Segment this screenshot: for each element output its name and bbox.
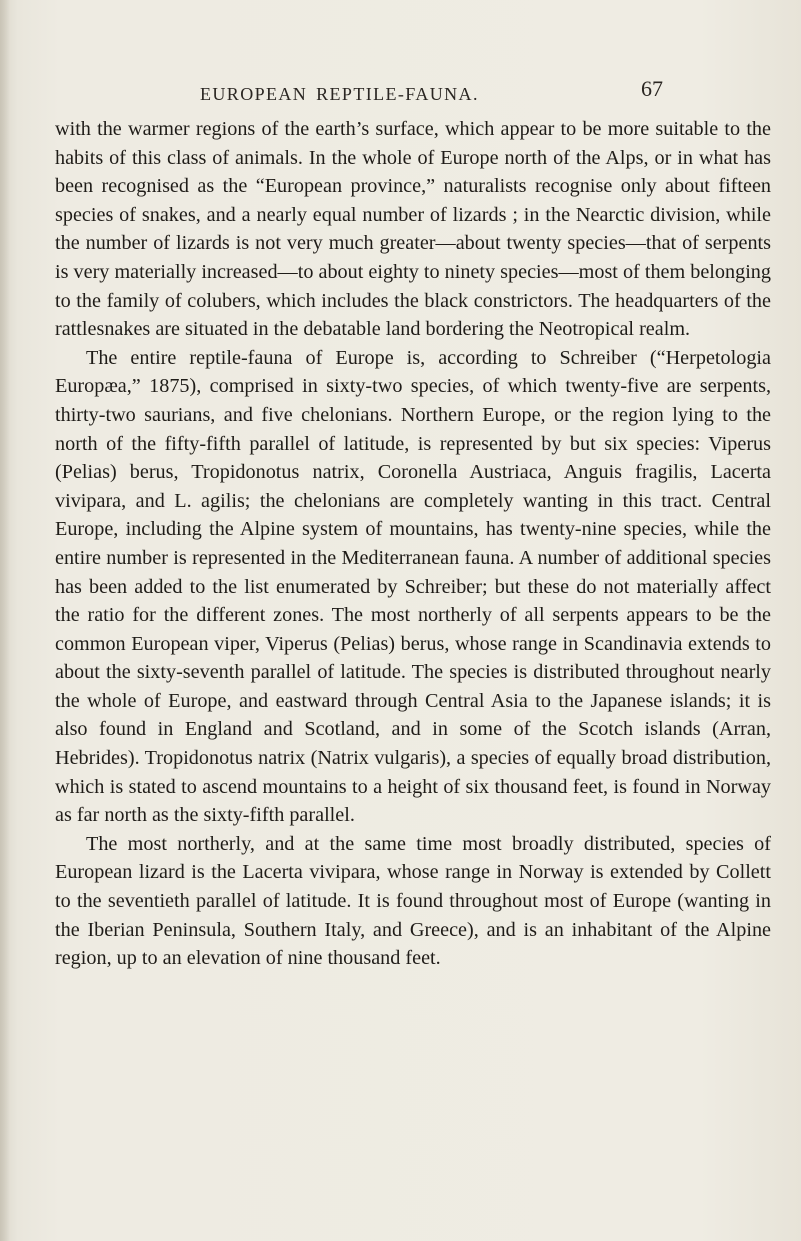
page-gutter-shadow (0, 0, 10, 1241)
paragraph-3: The most northerly, and at the same time most broadly distributed, species of European lizard is the Lacerta vivipara, whose range in Norway is extended by Collett to the seventieth parallel of latitude. It is found throughout most of Europe (wanting in the Iberian Peninsula, Southern Italy, and Greece), and is an inhabitant of the Alpine region, up to an elevation of nine thousand feet. (55, 832, 771, 970)
paragraph-2: The entire reptile-fauna of Europe is, according to Schreiber (“Herpetologia Europæa,” 1875), comprised in sixty-two species, of which twenty-five are serpents, thirty-two saurians, and five chelonians. Northern Europe, or the region lying to the north of the fifty-fifth parallel of latitude, is represented by but six species: Viperus (Pelias) berus, Tropidonotus natrix, Coronella Austriaca, Anguis fragilis, Lacerta vivipara, and L. agilis; the chelonians are completely wanting in this tract. Central Europe, including the Alpine system of mountains, has twenty-nine species, while the entire number is represented in the Mediterranean fauna. A number of additional species has been added to the list enumerated by Schreiber; but these do not materially affect the ratio for the different zones. The most northerly of all serpents appears to be the common European viper, Viperus (Pelias) berus, whose range in Scandinavia extends to about the sixty-seventh parallel of latitude. The species is distributed throughout nearly the whole of Europe, and eastward through Central Asia to the Japanese islands; it is also found in England and Scotland, and in some of the Scotch islands (Arran, Hebrides). Tropidonotus natrix (Natrix vulgaris), a species of equally broad distribution, which is stated to ascend mountains to a height of six thousand feet, is found in Norway as far north as the sixty-fifth parallel. (55, 346, 771, 827)
page-number: 67 (641, 76, 663, 101)
running-head: EUROPEAN REPTILE-FAUNA. (200, 84, 479, 104)
body-text (55, 115, 771, 973)
paragraph-1: with the warmer regions of the earth’s surface, which appear to be more suitable to the habits of this class of animals. In the whole of Europe north of the Alps, or in what has been recognised as the “European province,” naturalists recognise only about fifteen species of snakes, and a nearly equal number of lizards ; in the Nearctic division, while the number of lizards is not very much greater—about twenty species—that of serpents is very materially increased—to about eighty to ninety species—most of them belonging to the family of colubers, which includes the black constrictors. The headquarters of the rattlesnakes are situated in the debatable land bordering the Neotropical realm. (55, 118, 771, 341)
